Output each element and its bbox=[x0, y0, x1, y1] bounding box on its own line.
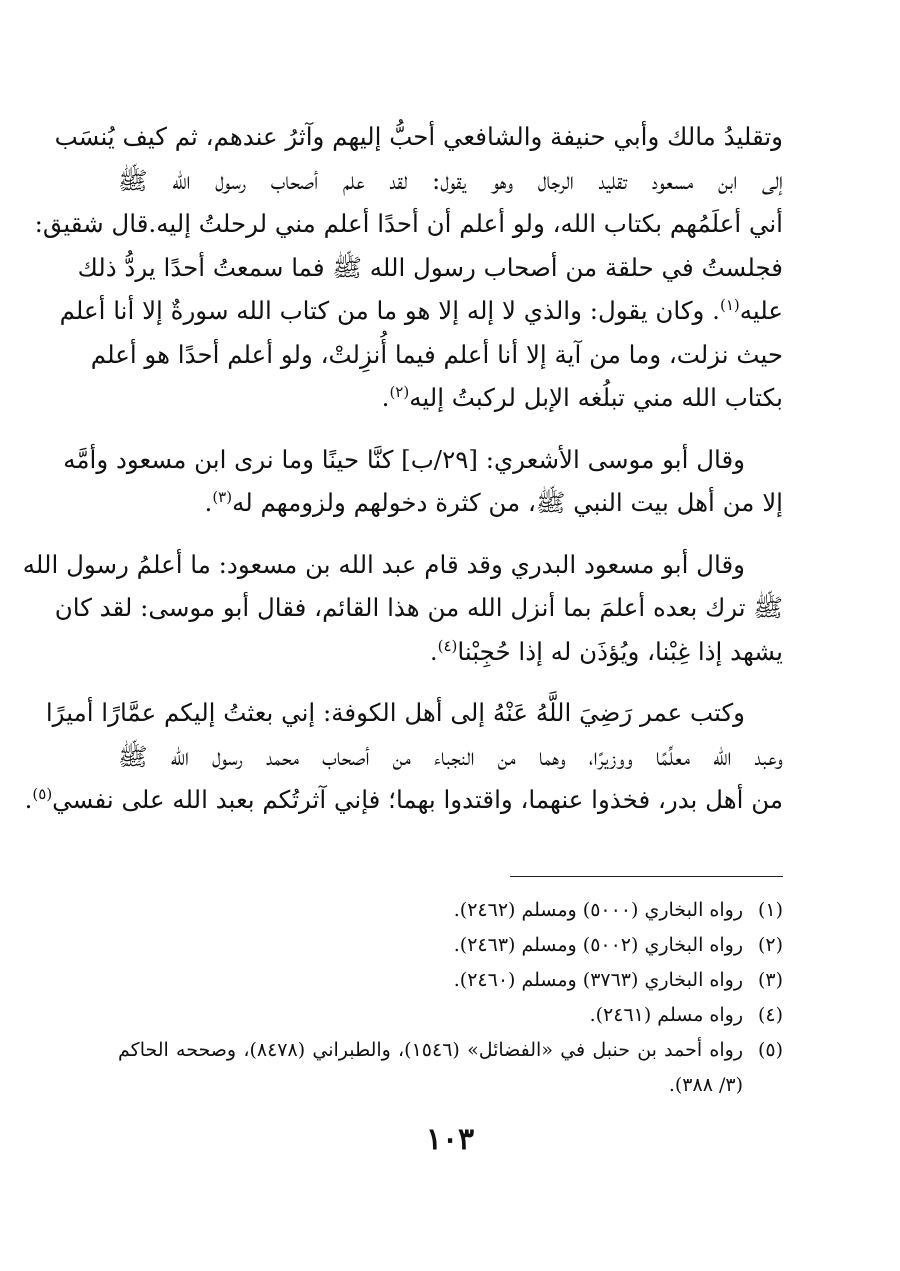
text-segment: . bbox=[381, 383, 390, 412]
footnote-item bbox=[118, 963, 783, 998]
paragraph-3 bbox=[22, 543, 783, 674]
text-line-with-ref bbox=[24, 778, 783, 822]
footnote-text: رواه البخاري (٣٧٦٣) ومسلم (٢٤٦٠). bbox=[453, 969, 743, 991]
text-segment: وقال أبو موسى الأشعري: [٢٩/ب] كنَّا حينًا وما نرى ابن مسعود وأمَّه bbox=[63, 444, 745, 474]
paragraph-2 bbox=[63, 438, 783, 525]
footnote-ref-5: (٥) bbox=[32, 784, 53, 803]
text-line: ﷺ ترك بعده أعلمَ بما أنزل الله من هذا القائم، فقال أبو موسى: لقد كان bbox=[54, 593, 783, 622]
text-line bbox=[63, 438, 783, 482]
footnote-number: (٣) bbox=[757, 969, 783, 991]
footnote-item bbox=[118, 928, 783, 963]
text-segment: . وكان يقول: والذي لا إله إلا هو ما من كتاب الله سورةٌ إلا أنا أعلم bbox=[59, 296, 720, 325]
footnote-number: (١) bbox=[757, 899, 783, 921]
text-segment: وكتب عمر رَضِيَ اللَّهُ عَنْهُ إلى أهل الكوفة: إني بعثتُ إليكم عمَّارًا أميرًا bbox=[45, 698, 745, 727]
footnote-item bbox=[118, 893, 783, 928]
text-line-with-ref bbox=[118, 376, 783, 420]
footnote-item bbox=[118, 998, 783, 1033]
text-segment: عليه bbox=[739, 296, 783, 325]
footnote-text: رواه مسلم (٢٤٦١). bbox=[589, 1004, 743, 1026]
text-segment: وقال أبو مسعود البدري وقد قام عبد الله بن مسعود: ما أعلمُ رسول الله bbox=[22, 549, 745, 579]
text-segment: . bbox=[204, 488, 213, 517]
footnote-ref-2: (٢) bbox=[389, 382, 410, 401]
footnotes bbox=[118, 893, 783, 1103]
footnote-number: (٥) bbox=[757, 1039, 783, 1061]
text-segment: إلا من أهل بيت النبي ﷺ، من كثرة دخولهم ولزومهم له bbox=[232, 488, 783, 517]
footnote-text: رواه البخاري (٥٠٠٠) ومسلم (٢٤٦٢). bbox=[453, 899, 743, 921]
text-line bbox=[22, 543, 783, 587]
text-line: أني أعلَمُهم بكتاب الله، ولو أعلم أن أحدًا أعلم مني لرحلتُ إليه.قال شقيق: bbox=[34, 209, 783, 238]
paragraph-1 bbox=[34, 115, 783, 420]
text-line bbox=[45, 691, 783, 735]
text-segment: من أهل بدر، فخذوا عنهما، واقتدوا بهما؛ فإني آثرتُكم بعبد الله على نفسي bbox=[52, 785, 783, 814]
footnote-item bbox=[118, 1033, 783, 1103]
footnote-divider bbox=[510, 876, 783, 877]
footnote-text: رواه أحمد بن حنبل في «الفضائل» (١٥٤٦)، والطبراني (٨٤٧٨)، وصححه الحاكم (٣/ ٣٨٨). bbox=[118, 1039, 743, 1096]
footnote-number: (٢) bbox=[757, 934, 783, 956]
text-line: حيث نزلت، وما من آية إلا أنا أعلم فيما أُنزِلتْ، ولو أعلم أحدًا هو أعلم bbox=[90, 339, 783, 369]
main-text bbox=[22, 115, 783, 840]
paragraph-4 bbox=[24, 691, 783, 822]
text-line: وعبد الله معلِّمًا ووزيرًا، وهما من النجباء من أصحاب محمد رسول الله ﷺ bbox=[118, 741, 783, 771]
footnote-ref-1: (١) bbox=[719, 295, 740, 314]
text-segment: . bbox=[429, 636, 438, 666]
footnote-number: (٤) bbox=[757, 1004, 783, 1026]
text-segment: يشهد إذا غِبْنا، ويُؤذَن له إذا حُجِبْنا bbox=[457, 636, 783, 666]
footnote-ref-4: (٤) bbox=[437, 636, 458, 655]
footnote-text: رواه البخاري (٥٠٠٢) ومسلم (٢٤٦٣). bbox=[453, 934, 743, 956]
text-line-with-ref bbox=[118, 630, 783, 674]
page-number: ١٠٣ bbox=[425, 1122, 475, 1157]
text-segment: . bbox=[24, 785, 33, 814]
text-line-with-ref bbox=[59, 289, 783, 333]
footnote-ref-3: (٣) bbox=[212, 487, 233, 506]
text-segment: بكتاب الله مني تبلُغه الإبل لركبتُ إليه bbox=[409, 383, 783, 412]
text-line: وتقليدُ مالك وأبي حنيفة والشافعي أحبُّ إليهم وآثرُ عندهم، ثم كيف يُنسَب bbox=[54, 122, 783, 151]
text-line: إلى ابن مسعود تقليد الرجال وهو يقول: لقد علم أصحاب رسول الله ﷺ bbox=[118, 165, 783, 195]
text-line: فجلستُ في حلقة من أصحاب رسول الله ﷺ فما سمعتُ أحدًا يردُّ ذلك bbox=[77, 252, 783, 282]
text-line-with-ref bbox=[118, 481, 783, 525]
